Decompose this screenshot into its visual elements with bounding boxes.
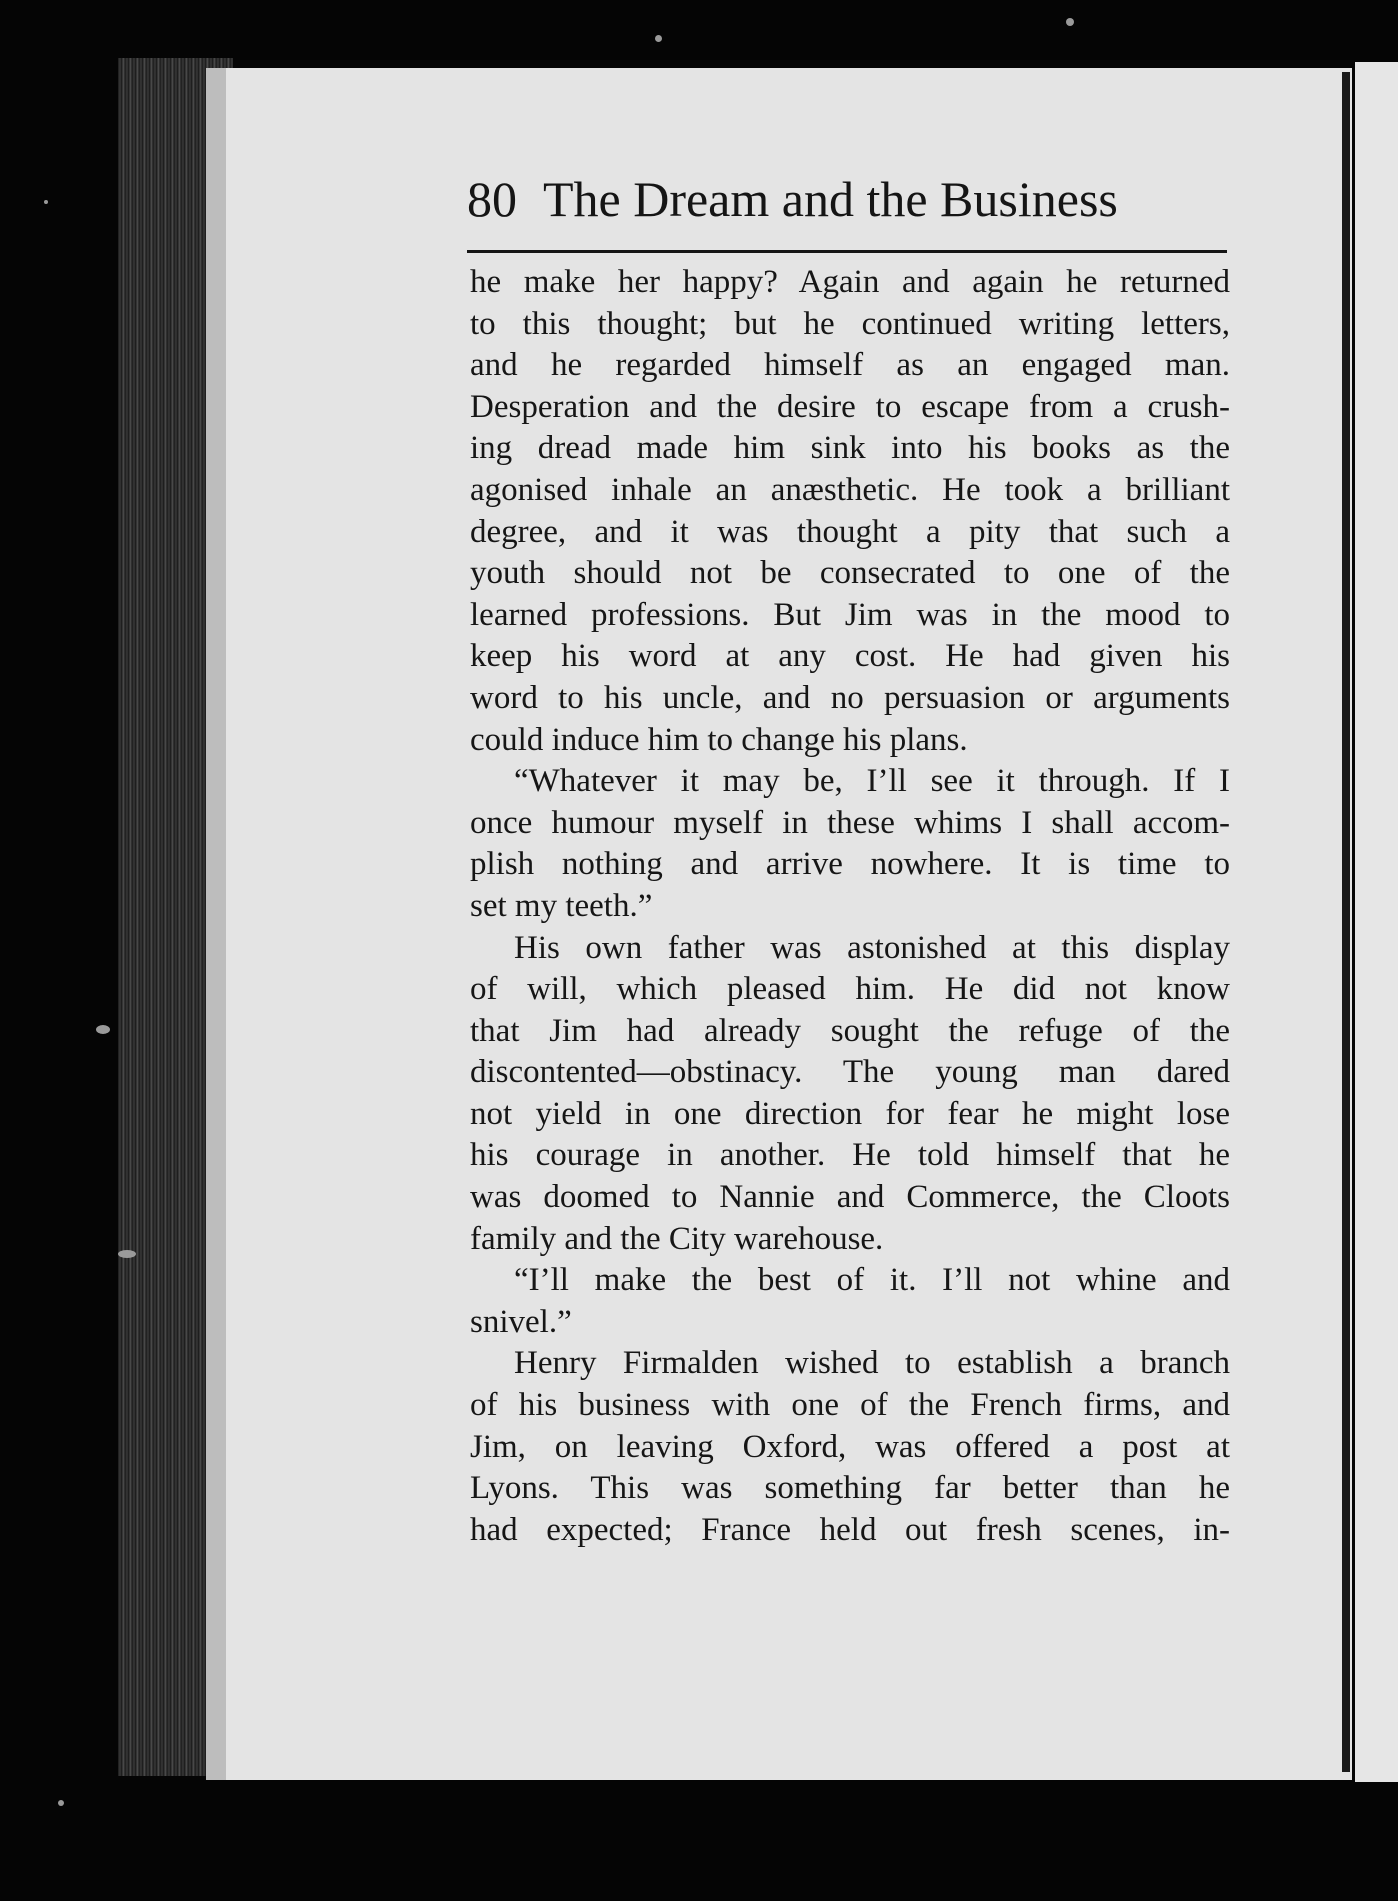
- text-line: that Jim had already sought the refuge of the: [470, 1012, 1230, 1049]
- text-line: ing dread made him sink into his books as the: [470, 430, 1230, 467]
- text-line: his courage in another. He told himself that he: [470, 1137, 1230, 1174]
- text-line: and he regarded himself as an engaged man.: [470, 347, 1230, 384]
- text-line: “Whatever it may be, I’ll see it through. If I: [514, 763, 1230, 800]
- text-line: he make her happy? Again and again he returned: [470, 264, 1230, 300]
- body-text: [470, 262, 1230, 1551]
- scan-speck: [58, 1800, 64, 1806]
- scan-speck: [655, 35, 662, 42]
- header-rule: [467, 250, 1227, 253]
- text-line: not yield in one direction for fear he might lose: [470, 1095, 1230, 1132]
- text-line: Lyons. This was something far better than he: [470, 1470, 1230, 1507]
- text-line: keep his word at any cost. He had given his: [470, 638, 1230, 675]
- page-header: [467, 170, 1227, 250]
- text-line: word to his uncle, and no persuasion or arguments: [470, 679, 1230, 716]
- scan-speck: [44, 200, 48, 204]
- scan-speck: [1066, 18, 1074, 26]
- text-line: learned professions. But Jim was in the mood to: [470, 596, 1230, 633]
- text-line: plish nothing and arrive nowhere. It is time to: [470, 846, 1230, 883]
- text-line: had expected; France held out fresh scenes, in-: [470, 1511, 1230, 1548]
- scan-speck: [118, 1250, 136, 1258]
- text-line: Jim, on leaving Oxford, was offered a post at: [470, 1428, 1230, 1465]
- text-line: once humour myself in these whims I shall accom-: [470, 804, 1230, 841]
- text-line: Henry Firmalden wished to establish a branch: [514, 1345, 1230, 1382]
- text-line: family and the City warehouse.: [470, 1220, 884, 1257]
- text-line: snivel.”: [470, 1303, 572, 1340]
- text-line: “I’ll make the best of it. I’ll not whine and: [514, 1262, 1230, 1299]
- scan-speck: [96, 1025, 110, 1034]
- text-line: discontented—obstinacy. The young man dared: [470, 1054, 1230, 1091]
- text-line: degree, and it was thought a pity that such a: [470, 513, 1230, 550]
- text-line: Desperation and the desire to escape from a crush-: [470, 388, 1230, 425]
- text-line: agonised inhale an anæsthetic. He took a brilliant: [470, 471, 1230, 508]
- text-line: youth should not be consecrated to one of the: [470, 555, 1230, 592]
- text-line: set my teeth.”: [470, 887, 653, 924]
- text-line: of will, which pleased him. He did not know: [470, 971, 1230, 1008]
- text-line: could induce him to change his plans.: [470, 721, 968, 758]
- facing-page-edge: [1355, 62, 1398, 1782]
- text-line: to this thought; but he continued writing letters,: [470, 305, 1230, 342]
- text-line: was doomed to Nannie and Commerce, the Cloots: [470, 1179, 1230, 1216]
- text-line: His own father was astonished at this display: [514, 929, 1230, 966]
- gutter-shadow: [1342, 72, 1350, 1772]
- text-line: of his business with one of the French firms, and: [470, 1387, 1230, 1424]
- running-title: The Dream and the Business: [543, 171, 1118, 227]
- page-number: 80: [467, 171, 517, 227]
